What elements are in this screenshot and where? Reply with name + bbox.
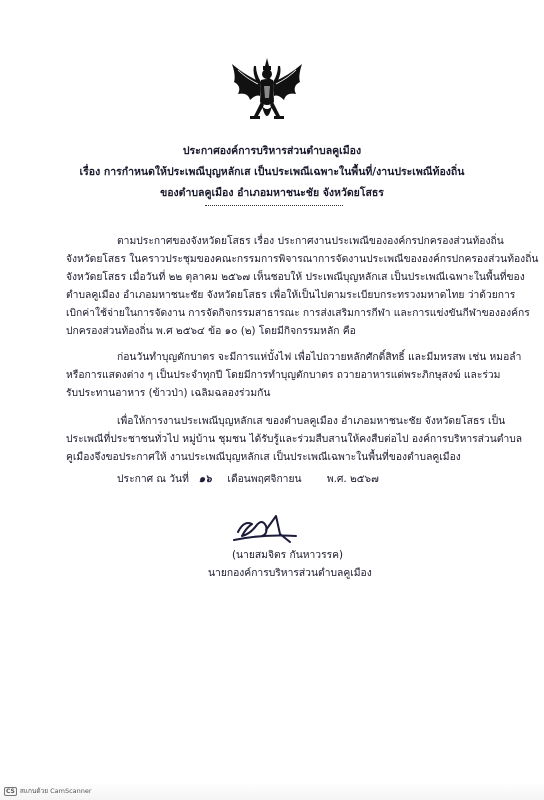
body-line: จังหวัดยโสธร เมื่อวันที่ ๒๒ ตุลาคม ๒๕๖๗ เห็นชอบให้ ประเพณีบุญหลักเส เป็นประเพณีเฉพาะในพื้นที่ของ: [66, 271, 525, 283]
body-line: ตามประกาศของจังหวัดยโสธร เรื่อง ประกาศงานประเพณีขององค์กรปกครองส่วนท้องถิ่น: [117, 235, 504, 247]
body-line: ปกครองส่วนท้องถิ่น พ.ศ ๒๕๖๔ ข้อ ๑๐ (๒) โดยมีกิจกรรมหลัก คือ: [66, 325, 356, 337]
announce-prefix: ประกาศ ณ วันที่: [117, 473, 189, 485]
camscanner-logo-icon: CS: [6, 788, 15, 795]
body-line: จังหวัดยโสธร ในคราวประชุมของคณะกรรมการพิจารณาการจัดงานประเพณีขององค์กรปกครองส่วนท้องถิ่น: [66, 253, 539, 265]
announce-date: [117, 472, 379, 486]
body-line: เพื่อให้การงานประเพณีบุญหลักเส ของตำบลคูเมือง อำเภอมหาชนะชัย จังหวัดยโสธร เป็น: [117, 415, 506, 427]
announce-day: ๑๖: [198, 473, 212, 485]
announce-month: เดือนพฤศจิกายน: [227, 473, 302, 485]
location-line: ของตำบลคูเมือง อำเภอมหาชนะชัย จังหวัดยโสธร: [160, 187, 384, 199]
garuda-emblem-icon: [228, 56, 306, 128]
body-line: คูเมืองจึงขอประกาศให้ งานประเพณีบุญหลักเส เป็นประเพณีเฉพาะในพื้นที่ของตำบลคูเมือง: [66, 451, 461, 463]
signer-position: นายกองค์การบริหารส่วนตำบลคูเมือง: [208, 567, 372, 579]
scanner-text: สแกนด้วย CamScanner: [19, 787, 92, 795]
signer-name: (นายสมจิตร กันหาวรรค): [232, 549, 344, 561]
body-line: หรือการแสดงต่าง ๆ เป็นประจำทุกปี โดยมีการทำบุญตักบาตร ถวายอาหารแด่พระภิกษุสงฆ์ และร่วม: [66, 369, 501, 381]
body-line: ตำบลคูเมือง อำเภอมหาชนะชัย จังหวัดยโสธร เพื่อให้เป็นไปตามระเบียบกระทรวงมหาดไทย ว่าด้วยการ: [66, 289, 516, 301]
subject-line: เรื่อง การกำหนดให้ประเพณีบุญหลักเส เป็นประเพณีเฉพาะในพื้นที่/งานประเพณีท้องถิ่น: [79, 166, 465, 178]
scanner-footer: [4, 786, 92, 796]
signature-icon: [232, 512, 298, 550]
body-line: เบิกค่าใช้จ่ายในการจัดงาน การจัดกิจกรรมสาธารณะ การส่งเสริมการกีฬา และการแข่งขันกีฬาขององค์กร: [66, 307, 530, 319]
page-title: ประกาศองค์การบริหารส่วนตำบลคูเมือง: [182, 145, 362, 157]
body-line: ประเพณีที่ประชาชนทั่วไป หมู่บ้าน ชุมชน ได้รับรู้และร่วมสืบสานให้คงสืบต่อไป องค์การบริหารส่วนตำบล: [66, 433, 523, 445]
body-line: ก่อนวันทำบุญตักบาตร จะมีการแห่บั้งไฟ เพื่อไปถวายหลักศักดิ์สิทธิ์ และมีมหรสพ เช่น หมอลำ: [117, 351, 522, 363]
announce-year: พ.ศ. ๒๕๖๗: [326, 473, 379, 485]
header-divider: [205, 205, 343, 206]
body-line: รับประทานอาหาร (ข้าวป่า) เฉลิมฉลองร่วมกัน: [66, 387, 271, 399]
